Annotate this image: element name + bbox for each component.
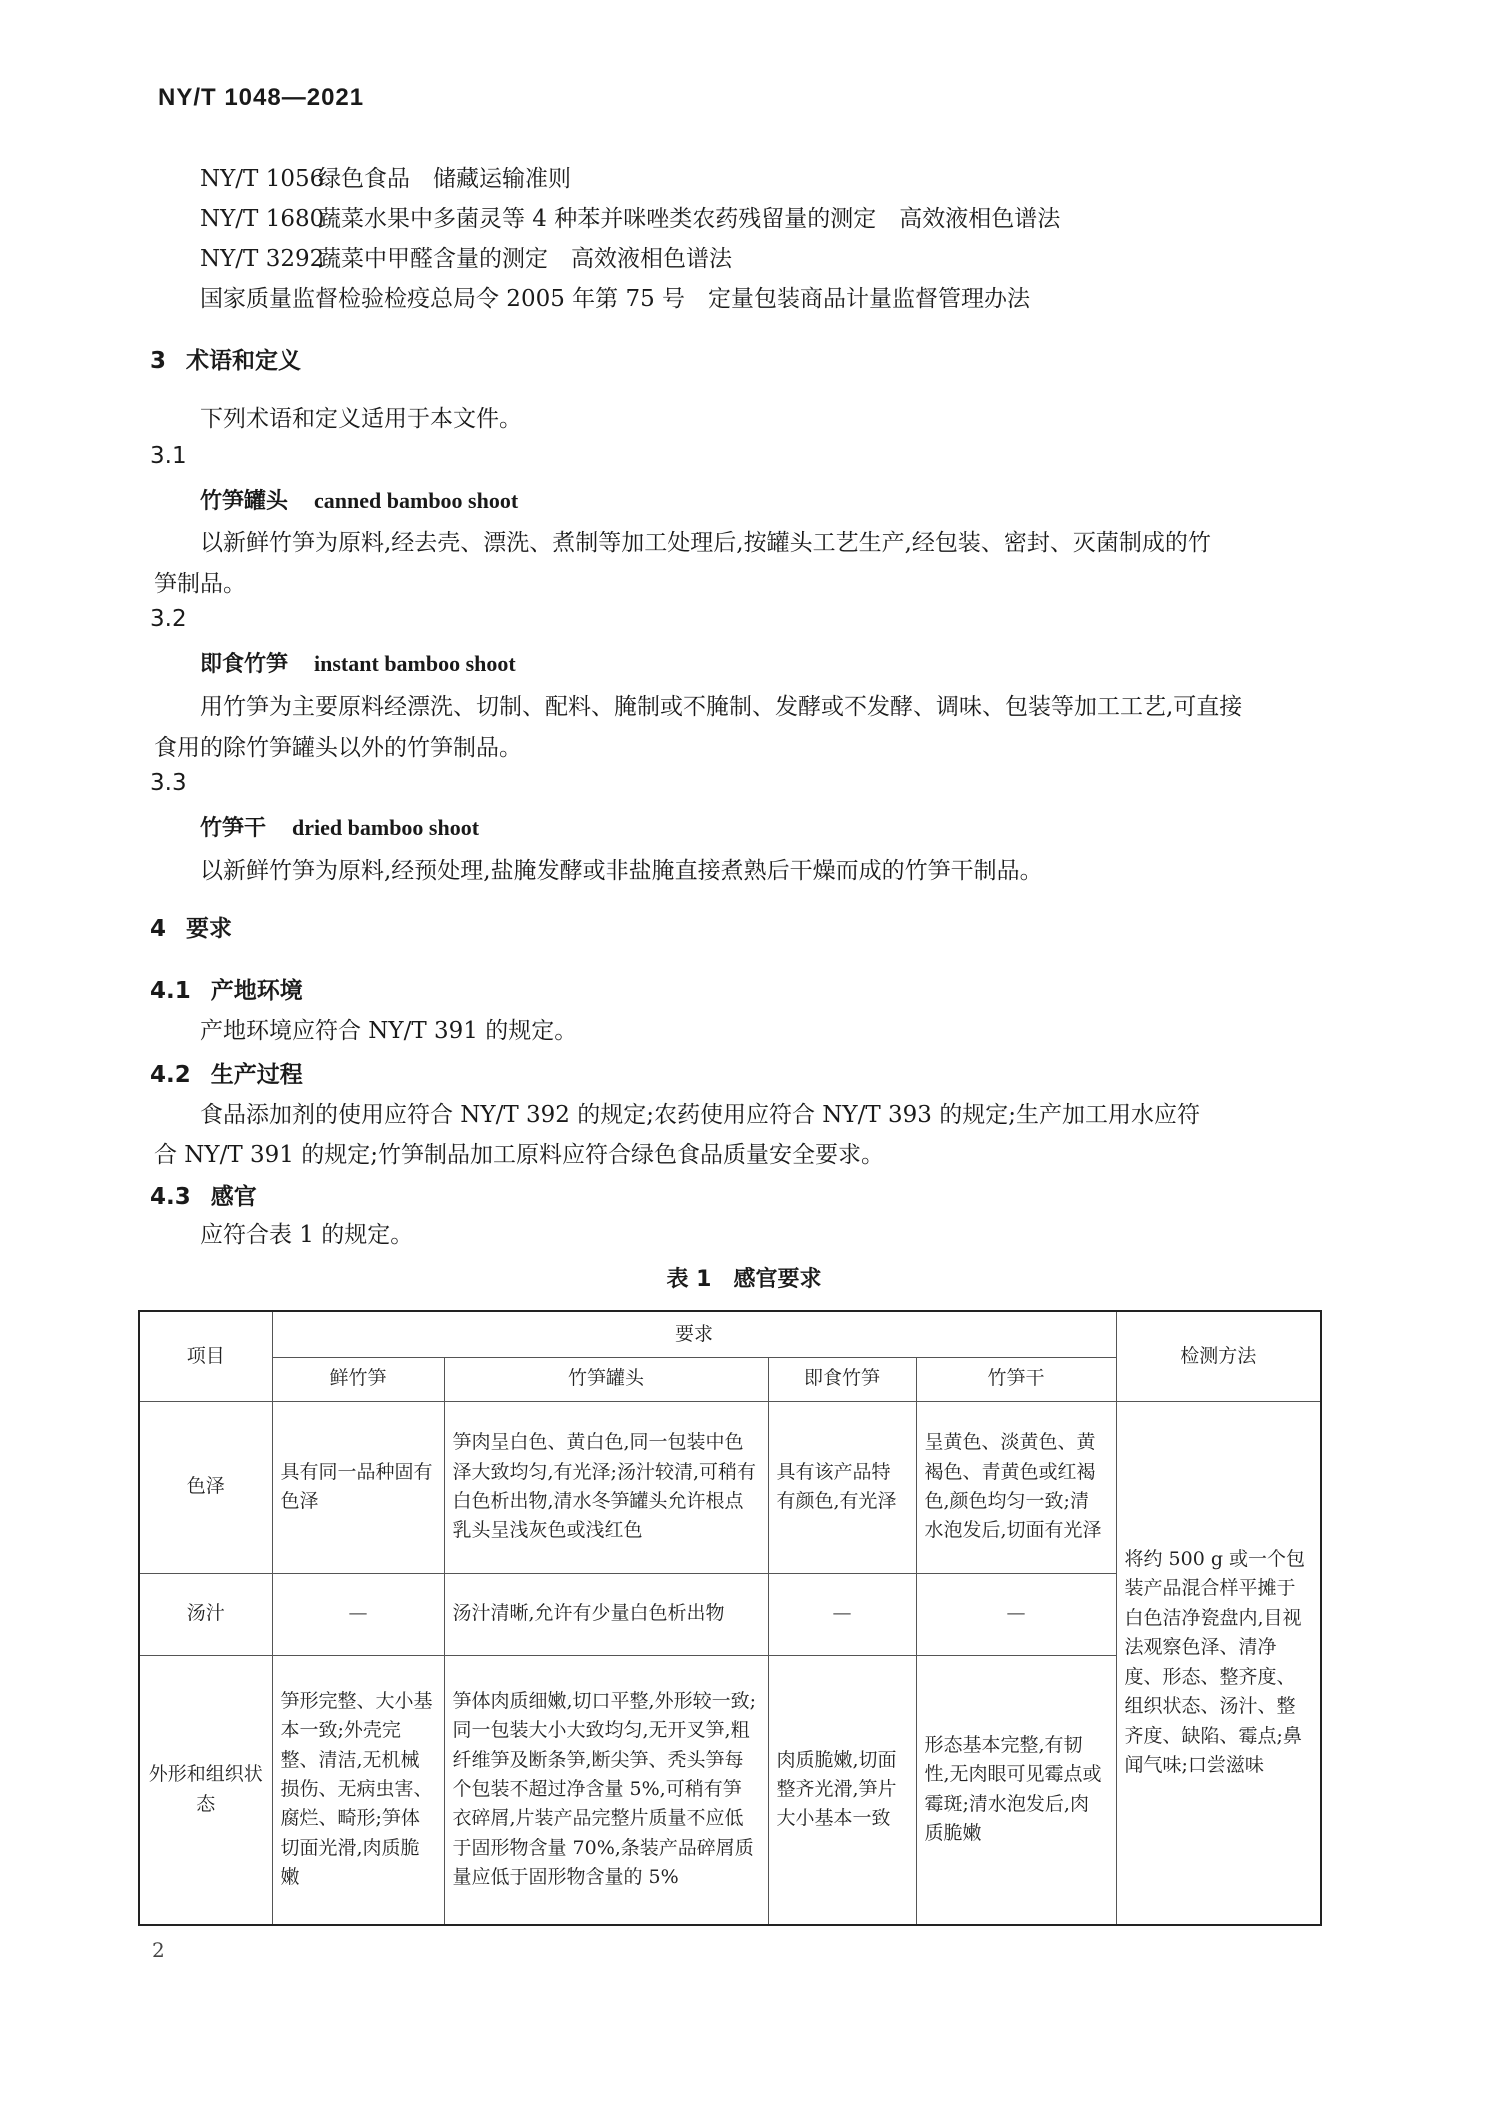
section-title: 产地环境 bbox=[210, 978, 303, 1004]
term-zh: 竹笋干 bbox=[200, 816, 267, 841]
table-caption: 表 1 感官要求 bbox=[666, 1267, 822, 1292]
reference-title: 蔬菜水果中多菌灵等 4 种苯并咪唑类农药残留量的测定 高效液相色谱法 bbox=[318, 206, 1061, 232]
section-title: 要求 bbox=[186, 916, 233, 942]
subsection-text: 合 NY/T 391 的规定;竹笋制品加工原料应符合绿色食品质量安全要求。 bbox=[154, 1142, 884, 1168]
reference-title: 蔬菜中甲醛含量的测定 高效液相色谱法 bbox=[318, 246, 732, 272]
table-cell: 笋肉呈白色、黄白色,同一包装中色泽大致均匀,有光泽;汤汁较清,可稍有白色析出物,清水冬笋罐头允许根点乳头呈浅灰色或浅红色 bbox=[444, 1401, 768, 1573]
reference-line bbox=[200, 160, 571, 193]
row-item: 汤汁 bbox=[139, 1573, 272, 1655]
term-definition: 笋制品。 bbox=[154, 571, 246, 597]
term-en: dried bamboo shoot bbox=[292, 815, 480, 840]
table-cell: 笋体肉质细嫩,切口平整,外形较一致;同一包装大小大致均匀,无开叉笋,粗纤维笋及断条笋,断尖笋、秃头笋每个包装不超过净含量 5%,可稍有笋衣碎屑,片装产品完整片质量不应低于固形物含量 70%,条装产品碎屑质量应低于固形物含量的 5% bbox=[444, 1655, 768, 1925]
term-number: 3.1 bbox=[150, 443, 187, 469]
table-cell: 呈黄色、淡黄色、黄褐色、青黄色或红褐色,颜色均匀一致;清水泡发后,切面有光泽 bbox=[916, 1401, 1116, 1573]
header-requirement: 要求 bbox=[272, 1311, 1116, 1357]
subsection-4-3-heading bbox=[150, 1178, 257, 1211]
table-cell: 肉质脆嫩,切面整齐光滑,笋片大小基本一致 bbox=[768, 1655, 916, 1925]
header-method: 检测方法 bbox=[1116, 1311, 1321, 1401]
term-definition: 以新鲜竹笋为原料,经预处理,盐腌发酵或非盐腌直接煮熟后干燥而成的竹笋干制品。 bbox=[200, 858, 1043, 884]
section-number: 4.3 bbox=[150, 1184, 191, 1210]
table-cell: — bbox=[916, 1573, 1116, 1655]
term-number: 3.3 bbox=[150, 770, 187, 796]
subsection-text: 产地环境应符合 NY/T 391 的规定。 bbox=[200, 1018, 578, 1044]
term-heading bbox=[200, 484, 518, 515]
term-number: 3.2 bbox=[150, 606, 187, 632]
section-number: 3 bbox=[150, 348, 167, 374]
subsection-text: 食品添加剂的使用应符合 NY/T 392 的规定;农药使用应符合 NY/T 393 的规定;生产加工用水应符 bbox=[200, 1102, 1200, 1128]
table-cell: 具有同一品种固有色泽 bbox=[272, 1401, 444, 1573]
term-en: canned bamboo shoot bbox=[314, 488, 519, 513]
page-number: 2 bbox=[152, 1938, 165, 1962]
section-3-heading bbox=[150, 342, 301, 375]
subsection-4-2-heading bbox=[150, 1056, 303, 1089]
term-zh: 竹笋罐头 bbox=[200, 489, 289, 514]
section-number: 4.2 bbox=[150, 1062, 191, 1088]
reference-line bbox=[200, 200, 1060, 233]
header-instant: 即食竹笋 bbox=[768, 1357, 916, 1401]
table-cell: — bbox=[768, 1573, 916, 1655]
term-heading bbox=[200, 647, 516, 678]
standard-id: NY/T 1048—2021 bbox=[158, 84, 365, 111]
reference-title: 国家质量监督检验检疫总局令 2005 年第 75 号 定量包装商品计量监督管理办法 bbox=[200, 286, 1031, 312]
section-title: 感官 bbox=[210, 1184, 257, 1210]
term-definition: 用竹笋为主要原料经漂洗、切制、配料、腌制或不腌制、发酵或不发酵、调味、包装等加工工艺,可直接 bbox=[200, 694, 1243, 720]
table-cell: 具有该产品特有颜色,有光泽 bbox=[768, 1401, 916, 1573]
sensory-requirements-table bbox=[138, 1310, 1322, 1926]
table-cell: 汤汁清晰,允许有少量白色析出物 bbox=[444, 1573, 768, 1655]
row-item: 外形和组织状态 bbox=[139, 1655, 272, 1925]
subsection-4-1-heading bbox=[150, 972, 303, 1005]
subsection-text: 应符合表 1 的规定。 bbox=[200, 1222, 414, 1248]
term-en: instant bamboo shoot bbox=[314, 651, 516, 676]
term-definition: 食用的除竹笋罐头以外的竹笋制品。 bbox=[154, 735, 522, 761]
section-title: 术语和定义 bbox=[186, 348, 302, 374]
header-dried: 竹笋干 bbox=[916, 1357, 1116, 1401]
reference-line bbox=[200, 240, 732, 273]
section-title: 生产过程 bbox=[210, 1062, 303, 1088]
term-heading bbox=[200, 811, 479, 842]
reference-code: NY/T 3292 bbox=[200, 246, 325, 272]
header-fresh: 鲜竹笋 bbox=[272, 1357, 444, 1401]
section-4-heading bbox=[150, 910, 232, 943]
reference-line bbox=[200, 280, 1030, 313]
table-cell: 形态基本完整,有韧性,无肉眼可见霉点或霉斑;清水泡发后,肉质脆嫩 bbox=[916, 1655, 1116, 1925]
reference-code: NY/T 1056 bbox=[200, 166, 325, 192]
table-cell: 笋形完整、大小基本一致;外壳完整、清洁,无机械损伤、无病虫害、腐烂、畸形;笋体切面光滑,肉质脆嫩 bbox=[272, 1655, 444, 1925]
reference-title: 绿色食品 储藏运输准则 bbox=[318, 166, 571, 192]
section-3-intro: 下列术语和定义适用于本文件。 bbox=[200, 406, 522, 432]
term-zh: 即食竹笋 bbox=[200, 652, 289, 677]
term-definition: 以新鲜竹笋为原料,经去壳、漂洗、煮制等加工处理后,按罐头工艺生产,经包装、密封、灭菌制成的竹 bbox=[200, 530, 1211, 556]
section-number: 4 bbox=[150, 916, 167, 942]
method-cell: 将约 500 g 或一个包装产品混合样平摊于白色洁净瓷盘内,目视法观察色泽、清净度、形态、整齐度、组织状态、汤汁、整齐度、缺陷、霉点;鼻闻气味;口尝滋味 bbox=[1116, 1401, 1321, 1925]
header-canned: 竹笋罐头 bbox=[444, 1357, 768, 1401]
table-cell: — bbox=[272, 1573, 444, 1655]
section-number: 4.1 bbox=[150, 978, 191, 1004]
row-item: 色泽 bbox=[139, 1401, 272, 1573]
header-item: 项目 bbox=[139, 1311, 272, 1401]
reference-code: NY/T 1680 bbox=[200, 206, 325, 232]
